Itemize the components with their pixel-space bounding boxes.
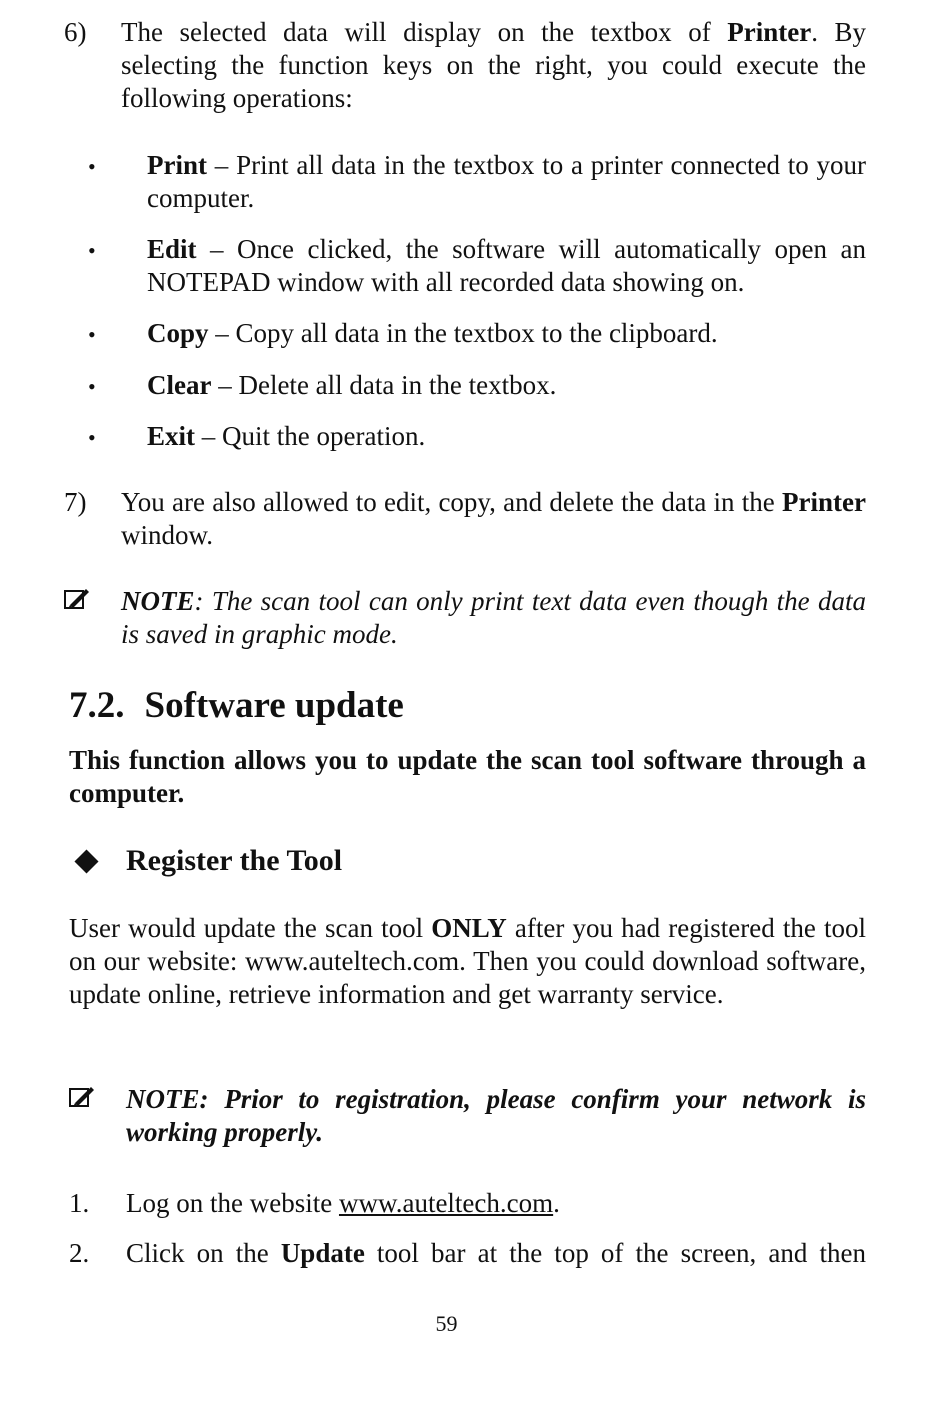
operation-copy: Copy – Copy all data in the textbox to the clipboard.	[147, 318, 718, 348]
step-1-number: 1.	[69, 1188, 90, 1218]
register-paragraph: User would update the scan tool ONLY after you had registered the tool on our website: www.auteltech.com. Then you could download software, update online, retrieve information and get warranty service.	[69, 913, 866, 1009]
step-6-number: 6)	[64, 17, 87, 47]
bullet-glyph: •	[88, 374, 96, 399]
website-link[interactable]: www.auteltech.com	[338, 1188, 554, 1218]
bullet-glyph: •	[88, 425, 96, 450]
step-7-number: 7)	[64, 487, 87, 517]
step-7-text: You are also allowed to edit, copy, and delete the data in the Printer window.	[121, 487, 866, 550]
note-network: NOTE: Prior to registration, please confirm your network is working properly.	[126, 1084, 866, 1147]
operation-exit: Exit – Quit the operation.	[147, 421, 426, 451]
step-6-text: The selected data will display on the textbox of Printer. By selecting the function keys on the right, you could execute the following operations:	[121, 17, 866, 113]
note-printing: NOTE: The scan tool can only print text data even though the data is saved in graphic mode.	[121, 586, 866, 649]
bullet-glyph: •	[88, 154, 96, 179]
note-pencil-icon	[69, 1086, 95, 1108]
operation-print: Print – Print all data in the textbox to a printer connected to your computer.	[147, 150, 867, 213]
printer-label: Printer	[727, 17, 812, 47]
bullet-glyph: •	[88, 322, 96, 347]
section-intro: This function allows you to update the scan tool software through a computer.	[69, 745, 866, 808]
section-heading: 7.2. Software update	[69, 685, 404, 726]
diamond-bullet-icon	[74, 849, 98, 873]
operation-clear: Clear – Delete all data in the textbox.	[147, 370, 557, 400]
page-number: 59	[435, 1311, 458, 1336]
step-2-number: 2.	[69, 1238, 90, 1268]
subsection-heading: Register the Tool	[126, 844, 343, 877]
operation-edit: Edit – Once clicked, the software will automatically open an NOTEPAD window with all recorded data showing on.	[147, 234, 867, 297]
note-pencil-icon	[64, 588, 90, 610]
step-2-text: Click on the Update tool bar at the top of the screen, and then	[126, 1238, 866, 1268]
step-1-text: Log on the website www.auteltech.com.	[126, 1188, 560, 1218]
bullet-glyph: •	[88, 238, 96, 263]
